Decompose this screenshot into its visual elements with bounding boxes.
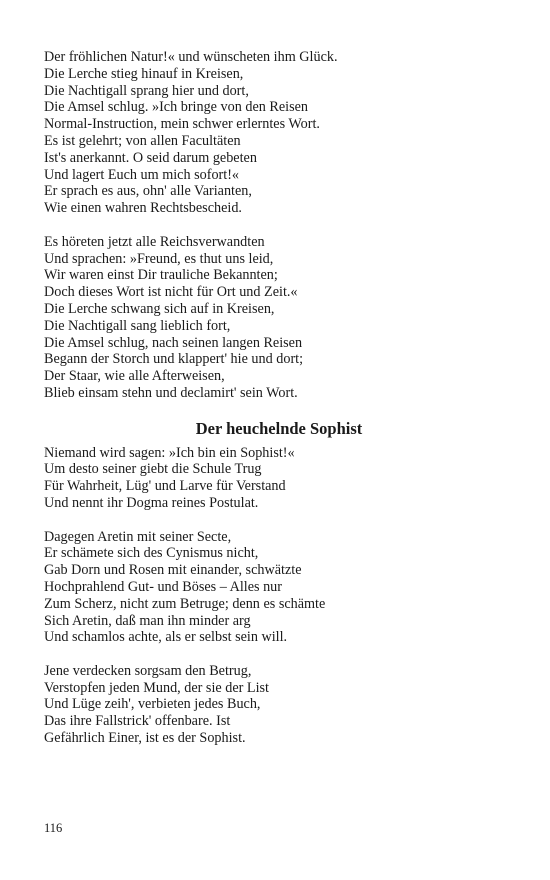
verse-line: Die Nachtigall sprang hier und dort,: [44, 82, 249, 99]
stanza: [44, 663, 514, 747]
verse-line: Gefährlich Einer, ist es der Sophist.: [44, 730, 246, 747]
stanza: [44, 234, 514, 402]
verse-line: Ist's anerkannt. O seid darum gebeten: [44, 149, 257, 166]
poem-sophist: [44, 419, 514, 747]
verse-line: Die Lerche schwang sich auf in Kreisen,: [44, 300, 275, 317]
stanza: [44, 529, 514, 647]
verse-line: Sich Aretin, daß man ihn minder arg: [44, 612, 251, 629]
verse-line: Zum Scherz, nicht zum Betruge; denn es schämte: [44, 595, 326, 612]
verse-line: Und nennt ihr Dogma reines Postulat.: [44, 494, 259, 511]
verse-line: Die Nachtigall sang lieblich fort,: [44, 317, 231, 334]
verse-line: Hochprahlend Gut- und Böses – Alles nur: [44, 578, 283, 595]
verse-line: Der Staar, wie alle Afterweisen,: [44, 368, 225, 385]
verse-line: Doch dieses Wort ist nicht für Ort und Zeit.«: [44, 284, 298, 301]
stanza: [44, 445, 514, 512]
verse-line: Wir waren einst Dir trauliche Bekannten;: [44, 267, 278, 284]
verse-line: Die Lerche stieg hinauf in Kreisen,: [44, 65, 244, 82]
verse-line: Wie einen wahren Rechtsbescheid.: [44, 200, 242, 217]
verse-line: Verstopfen jeden Mund, der sie der List: [44, 679, 269, 696]
verse-line: Und schamlos achte, als er selbst sein will.: [44, 629, 288, 646]
verse-line: Jene verdecken sorgsam den Betrug,: [44, 662, 252, 679]
poem-continued: [44, 49, 514, 402]
verse-line: Er sprach es aus, ohn' alle Varianten,: [44, 183, 252, 200]
verse-line: Es ist gelehrt; von allen Facultäten: [44, 132, 241, 149]
verse-line: Und sprachen: »Freund, es thut uns leid,: [44, 250, 274, 267]
verse-line: Der fröhlichen Natur!« und wünscheten ihm Glück.: [44, 49, 338, 65]
poem-title: Der heuchelnde Sophist: [195, 418, 363, 438]
verse-line: Blieb einsam stehn und declamirt' sein Wort.: [44, 384, 298, 401]
verse-line: Es höreten jetzt alle Reichsverwandten: [44, 233, 265, 250]
verse-line: Begann der Storch und klappert' hie und dort;: [44, 351, 304, 368]
verse-line: Er schämete sich des Cynismus nicht,: [44, 545, 259, 562]
verse-line: Und lagert Euch um mich sofort!«: [44, 166, 240, 183]
verse-line: Die Amsel schlug. »Ich bringe von den Reisen: [44, 99, 308, 116]
verse-line: Und Lüge zeih', verbieten jedes Buch,: [44, 696, 261, 713]
page-body: [44, 49, 514, 764]
verse-line: Dagegen Aretin mit seiner Secte,: [44, 528, 232, 545]
stanza: [44, 49, 514, 217]
verse-line: Das ihre Fallstrick' offenbare. Ist: [44, 713, 231, 730]
verse-line: Um desto seiner giebt die Schule Trug: [44, 461, 262, 478]
verse-line: Gab Dorn und Rosen mit einander, schwätzte: [44, 562, 302, 579]
verse-line: Die Amsel schlug, nach seinen langen Reisen: [44, 334, 303, 351]
verse-line: Niemand wird sagen: »Ich bin ein Sophist!«: [44, 444, 295, 461]
verse-line: Normal-Instruction, mein schwer erlerntes Wort.: [44, 116, 320, 133]
verse-line: Für Wahrheit, Lüg' und Larve für Verstand: [44, 478, 286, 495]
page-number: 116: [44, 821, 63, 835]
